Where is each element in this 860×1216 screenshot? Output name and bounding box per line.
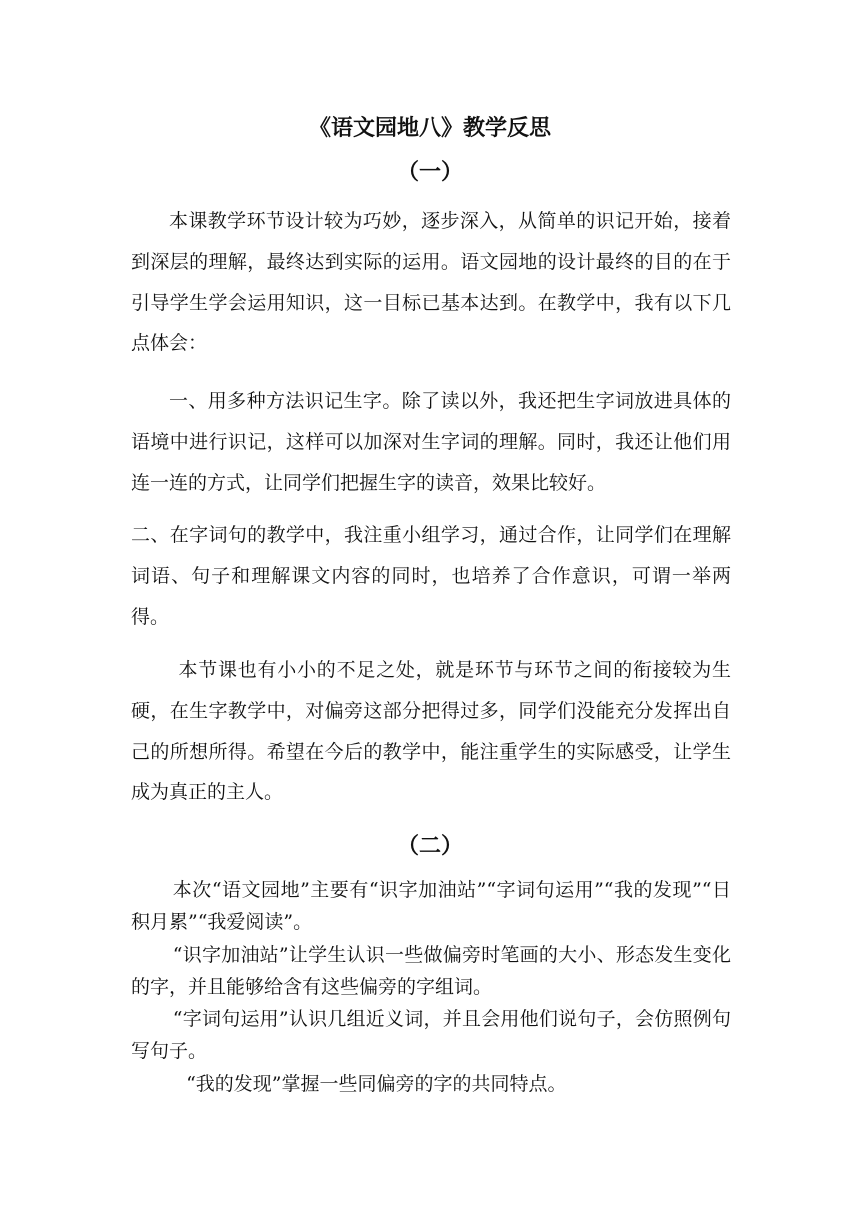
section-one-paragraph-2: 一、用多种方法识记生字。除了读以外，我还把生字词放进具体的语境中进行识记，这样可以加深对生字词的理解。同时，我还让他们用连一连的方式，让同学们把握生字的读音，效果比较好。 xyxy=(131,390,731,494)
section-two-paragraph-3: “字词句运用”认识几组近义词，并且会用他们说句子，会仿照例句写句子。 xyxy=(131,1008,731,1062)
section-one-paragraph-3: 二、在字词句的教学中，我注重小组学习，通过合作，让同学们在理解词语、句子和理解课文内容的同时，也培养了合作意识，可谓一举两得。 xyxy=(131,524,731,628)
section-two-paragraph-4: “我的发现”掌握一些同偏旁的字的共同特点。 xyxy=(186,1073,567,1095)
section-two-paragraph-2: “识字加油站”让学生认识一些做偏旁时笔画的大小、形态发生变化的字，并且能够给含有这些偏旁的字组词。 xyxy=(131,944,731,998)
section-one-heading: （一） xyxy=(396,159,463,185)
section-one-paragraph-4: 本节课也有小小的不足之处，就是环节与环节之间的衔接较为生硬，在生字教学中，对偏旁这部分把得过多，同学们没能充分发挥出自己的所想所得。希望在今后的教学中，能注重学生的实际感受，让学生成为真正的主人。 xyxy=(131,659,731,804)
section-one-paragraph-1: 本课教学环节设计较为巧妙，逐步深入，从简单的识记开始，接着到深层的理解，最终达到实际的运用。语文园地的设计最终的目的在于引导学生学会运用知识，这一目标已基本达到。在教学中，我有以下几点体会： xyxy=(131,210,731,355)
section-two-heading: （二） xyxy=(396,833,463,859)
section-two-paragraph-1: 本次“语文园地”主要有“识字加油站”“字词句运用”“我的发现”“日积月累”“我爱阅读”。 xyxy=(131,879,731,933)
document-title: 《语文园地八》教学反思 xyxy=(308,115,551,141)
